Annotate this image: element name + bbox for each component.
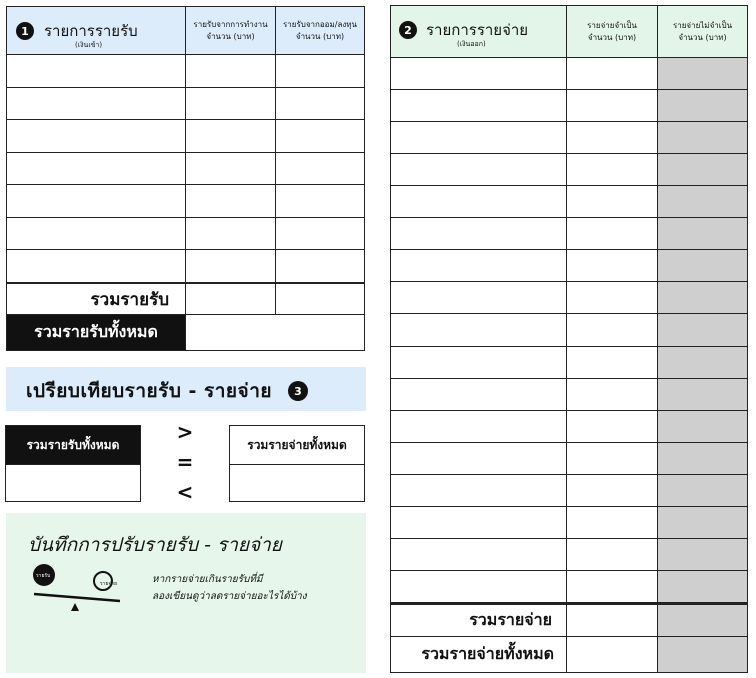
expense-row-item-input[interactable] bbox=[391, 90, 567, 122]
income-row-invest-input[interactable] bbox=[276, 55, 364, 88]
note-line-2: ลองเขียนดูว่าลดรายจ่ายอะไรได้บ้าง bbox=[152, 591, 307, 602]
expense-row-item-input[interactable] bbox=[391, 282, 567, 314]
less-than-symbol: < bbox=[176, 480, 194, 504]
expense-row-need-input[interactable] bbox=[567, 571, 658, 603]
expense-row-want-input[interactable] bbox=[658, 443, 747, 475]
income-col-invest-label: รายรับจากออม/ลงทุน bbox=[282, 19, 357, 29]
expense-row-want-input[interactable] bbox=[658, 58, 747, 90]
expense-subtitle: (เงินออก) bbox=[457, 40, 486, 48]
income-sum-label: รวมรายรับ bbox=[90, 289, 169, 310]
expense-row-want-input[interactable] bbox=[658, 571, 747, 603]
expense-col-need-unit: จำนวน (บาท) bbox=[587, 32, 637, 42]
expense-sum-need-input[interactable] bbox=[567, 603, 658, 637]
expense-row-need-input[interactable] bbox=[567, 475, 658, 507]
income-row-invest-input[interactable] bbox=[276, 250, 364, 283]
income-row-item-input[interactable] bbox=[7, 218, 186, 251]
expense-row-want-input[interactable] bbox=[658, 186, 747, 218]
expense-col-want-unit: จำนวน (บาท) bbox=[678, 32, 727, 42]
expense-col-want-label: รายจ่ายไม่จำเป็น bbox=[672, 20, 733, 30]
expense-total-input[interactable] bbox=[567, 637, 658, 672]
income-sum-label-cell bbox=[7, 283, 186, 315]
income-col-invest-unit: จำนวน (บาท) bbox=[295, 31, 345, 41]
income-table bbox=[6, 6, 365, 351]
expense-sum-want-input[interactable] bbox=[658, 603, 747, 637]
income-total-input[interactable] bbox=[186, 315, 364, 350]
income-row-work-input[interactable] bbox=[186, 153, 276, 186]
income-col-invest-header bbox=[276, 7, 364, 55]
income-row-work-input[interactable] bbox=[186, 250, 276, 283]
income-row-work-input[interactable] bbox=[186, 218, 276, 251]
balance-scale-icon bbox=[28, 561, 128, 611]
compare-title-bar bbox=[6, 367, 366, 411]
income-row-item-input[interactable] bbox=[7, 55, 186, 88]
income-sum-invest-input[interactable] bbox=[276, 283, 364, 315]
expense-row-need-input[interactable] bbox=[567, 347, 658, 379]
income-row-invest-input[interactable] bbox=[276, 218, 364, 251]
expense-row-want-input[interactable] bbox=[658, 475, 747, 507]
expense-row-item-input[interactable] bbox=[391, 347, 567, 379]
expense-row-item-input[interactable] bbox=[391, 154, 567, 186]
income-row-invest-input[interactable] bbox=[276, 120, 364, 153]
income-row-item-input[interactable] bbox=[7, 250, 186, 283]
expense-row-need-input[interactable] bbox=[567, 314, 658, 346]
compare-income-label: รวมรายรับทั้งหมด bbox=[26, 437, 120, 452]
expense-col-need-label: รายจ่ายจำเป็น bbox=[587, 20, 637, 30]
note-title: บันทึกการปรับรายรับ - รายจ่าย bbox=[28, 534, 282, 556]
compare-symbols bbox=[170, 420, 200, 504]
expense-row-need-input[interactable] bbox=[567, 539, 658, 571]
income-row-item-input[interactable] bbox=[7, 88, 186, 121]
expense-row-item-input[interactable] bbox=[391, 58, 567, 90]
income-row-item-input[interactable] bbox=[7, 185, 186, 218]
income-title: รายการรายรับ bbox=[44, 22, 138, 40]
expense-row-need-input[interactable] bbox=[567, 90, 658, 122]
greater-than-symbol: > bbox=[176, 420, 194, 444]
compare-expense-header bbox=[230, 426, 364, 464]
expense-row-want-input[interactable] bbox=[658, 250, 747, 282]
badge-3-icon: 3 bbox=[288, 381, 308, 401]
income-row-work-input[interactable] bbox=[186, 88, 276, 121]
compare-expense-label: รวมรายจ่ายทั้งหมด bbox=[247, 437, 347, 452]
expense-row-want-input[interactable] bbox=[658, 90, 747, 122]
expense-row-item-input[interactable] bbox=[391, 186, 567, 218]
income-row-item-input[interactable] bbox=[7, 120, 186, 153]
income-row-work-input[interactable] bbox=[186, 120, 276, 153]
expense-row-need-input[interactable] bbox=[567, 282, 658, 314]
compare-title: เปรียบเทียบรายรับ - รายจ่าย bbox=[26, 380, 272, 402]
income-row-invest-input[interactable] bbox=[276, 153, 364, 186]
compare-expense-box bbox=[229, 425, 365, 502]
compare-expense-input[interactable] bbox=[230, 464, 364, 502]
expense-row-item-input[interactable] bbox=[391, 122, 567, 154]
expense-row-want-input[interactable] bbox=[658, 282, 747, 314]
income-row-invest-input[interactable] bbox=[276, 88, 364, 121]
expense-total-label: รวมรายจ่ายทั้งหมด bbox=[421, 644, 554, 663]
expense-row-want-input[interactable] bbox=[658, 539, 747, 571]
expense-row-item-input[interactable] bbox=[391, 571, 567, 603]
expense-row-need-input[interactable] bbox=[567, 154, 658, 186]
expense-row-item-input[interactable] bbox=[391, 379, 567, 411]
expense-row-item-input[interactable] bbox=[391, 411, 567, 443]
badge-1-icon: 1 bbox=[16, 22, 34, 40]
expense-row-item-input[interactable] bbox=[391, 475, 567, 507]
income-col-work-label: รายรับจากการทำงาน bbox=[193, 19, 268, 29]
badge-2-icon: 2 bbox=[399, 21, 417, 39]
compare-income-header bbox=[6, 426, 140, 464]
expense-sum-label: รวมรายจ่าย bbox=[469, 610, 552, 629]
note-line-1: หากรายจ่ายเกินรายรับที่มี bbox=[152, 574, 263, 585]
note-text bbox=[152, 571, 307, 605]
expense-row-need-input[interactable] bbox=[567, 250, 658, 282]
expense-row-need-input[interactable] bbox=[567, 443, 658, 475]
income-total-label-cell bbox=[7, 315, 186, 350]
expense-row-need-input[interactable] bbox=[567, 218, 658, 250]
income-col-work-header bbox=[186, 7, 276, 55]
expense-sum-label-cell bbox=[391, 603, 567, 637]
income-total-label: รวมรายรับทั้งหมด bbox=[34, 322, 158, 341]
equals-symbol: = bbox=[176, 450, 194, 474]
expense-row-item-input[interactable] bbox=[391, 443, 567, 475]
income-subtitle: (เงินเข้า) bbox=[75, 41, 103, 49]
expense-row-item-input[interactable] bbox=[391, 539, 567, 571]
expense-row-want-input[interactable] bbox=[658, 411, 747, 443]
expense-row-want-input[interactable] bbox=[658, 122, 747, 154]
expense-row-item-input[interactable] bbox=[391, 314, 567, 346]
income-row-item-input[interactable] bbox=[7, 153, 186, 186]
expense-row-need-input[interactable] bbox=[567, 122, 658, 154]
expense-table bbox=[390, 5, 748, 673]
expense-total-label-cell bbox=[391, 637, 567, 672]
expense-row-want-input[interactable] bbox=[658, 507, 747, 539]
expense-total-grey-cell bbox=[658, 637, 747, 672]
compare-income-input[interactable] bbox=[6, 464, 140, 502]
expense-col-need-header bbox=[567, 6, 658, 58]
expense-row-item-input[interactable] bbox=[391, 218, 567, 250]
expense-row-want-input[interactable] bbox=[658, 347, 747, 379]
compare-income-box bbox=[5, 425, 141, 502]
expense-title: รายการรายจ่าย bbox=[426, 21, 529, 39]
expense-row-want-input[interactable] bbox=[658, 218, 747, 250]
expense-header-title-cell bbox=[391, 6, 567, 58]
expense-row-need-input[interactable] bbox=[567, 507, 658, 539]
expense-row-need-input[interactable] bbox=[567, 58, 658, 90]
scale-expense-label: รายจ่าย bbox=[100, 581, 118, 587]
income-header-title-cell bbox=[7, 7, 186, 55]
income-row-work-input[interactable] bbox=[186, 55, 276, 88]
expense-row-want-input[interactable] bbox=[658, 154, 747, 186]
income-col-work-unit: จำนวน (บาท) bbox=[206, 31, 255, 41]
expense-row-item-input[interactable] bbox=[391, 250, 567, 282]
expense-row-need-input[interactable] bbox=[567, 186, 658, 218]
income-row-work-input[interactable] bbox=[186, 185, 276, 218]
note-panel bbox=[6, 513, 366, 673]
scale-income-label: รายรับ bbox=[36, 573, 51, 579]
income-sum-work-input[interactable] bbox=[186, 283, 276, 315]
expense-row-need-input[interactable] bbox=[567, 379, 658, 411]
income-row-invest-input[interactable] bbox=[276, 185, 364, 218]
expense-row-want-input[interactable] bbox=[658, 314, 747, 346]
expense-col-want-header bbox=[658, 6, 747, 58]
expense-row-need-input[interactable] bbox=[567, 411, 658, 443]
expense-row-want-input[interactable] bbox=[658, 379, 747, 411]
expense-row-item-input[interactable] bbox=[391, 507, 567, 539]
